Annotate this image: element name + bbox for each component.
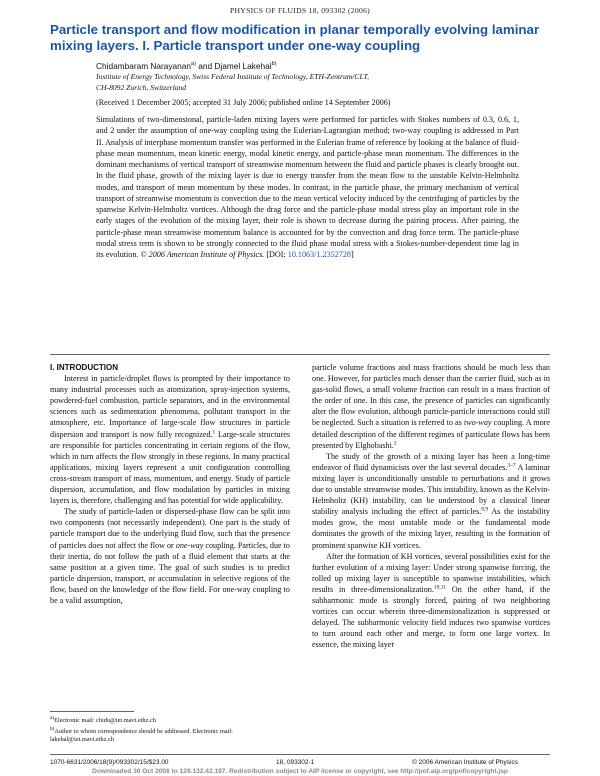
paragraph-text: A laminar mixing layer is unconditionally unstable to perturbations and it grows due to unstable streamwise modes. This instability, known as the Kelvin-Helmholtz (KH) instability, can be understood by a classical linear stability analysis including the effect of particles.	[312, 462, 550, 517]
footnote-mark: b)	[50, 726, 55, 733]
author-conjunction: and	[195, 61, 215, 71]
running-head: PHYSICS OF FLUIDS 18, 093302 (2006)	[229, 6, 371, 15]
emphasis: one-way	[175, 540, 204, 550]
emphasis: two-way	[463, 418, 492, 428]
paragraph-text: After the formation of KH vortices, several possibilities exist for the further evolution of a mixing layer: Under strong spanwise forcing, the rolled up mixing layer is susceptible to spanwise instabilities, which results in three-dimensionalization.	[312, 551, 550, 594]
affiliation	[96, 72, 516, 93]
paragraph-text: coupling. Particles, due to their inertia, do not follow the path of a fluid element that starts at the same position at a given time. The goal of such studies is to predict particle dispersion, transport, or accumulation in selective regions of the flow, based on the knowledge of the flow field. For one-way coupling to be a valid assumption,	[50, 540, 290, 605]
footnote	[50, 714, 290, 725]
section-heading: I. INTRODUCTION	[50, 363, 118, 372]
footnote-text: Electronic mail: chidu@iet.mavt.ethz.ch	[54, 717, 156, 725]
author-name: Djamel Lakehal	[214, 61, 272, 71]
left-column	[50, 362, 290, 606]
right-column	[312, 362, 550, 650]
section-divider	[50, 354, 550, 355]
footnotes	[50, 714, 290, 744]
paper-title: Particle transport and flow modification in planar temporally evolving laminar mixing layers. I. Particle transport under one-way coupling	[50, 22, 540, 53]
doi-suffix: ]	[350, 250, 354, 259]
download-notice: Downloaded 30 Oct 2006 to 129.132.42.197. Redistribution subject to AIP license or copyright, see http://pof.aip.org/pof/copyright.jsp	[92, 768, 508, 775]
paragraph	[312, 362, 550, 451]
footnote-mark: b)	[271, 61, 277, 68]
footnote	[50, 725, 290, 744]
author-name: Chidambaram Narayanan	[96, 61, 192, 71]
paragraph-text: coupling. A more detailed description of the different regimes of particulate flows has been presented by Elghobashi.	[312, 418, 550, 450]
author-list	[96, 61, 276, 71]
citation[interactable]: 8,9	[481, 506, 489, 513]
paragraph	[50, 506, 290, 606]
abstract-copyright: © 2006 American Institute of Physics.	[138, 250, 265, 259]
footnote-mark: a)	[50, 715, 55, 721]
citation[interactable]: 3–7	[507, 462, 516, 469]
doi-link[interactable]: 10.1063/1.2352728	[287, 250, 351, 259]
paragraph	[312, 451, 550, 551]
paragraph-text: Large-scale structures are responsible for particles concentrating in certain regions of the flow, which in turn affects the flow strongly in these regions. In many practical applications, mixing layers represent a unit configuration controlling cross-stream transport of mass, momentum, and energy. Study of particle dispersion, accumulation, and flow modulation by particles in mixing layers is, therefore, challenging and has potential for wide applicability.	[50, 429, 290, 506]
paragraph-text: The study of the growth of a mixing layer has been a long-time endeavor of fluid dynamicists over the last several decades.	[312, 451, 550, 472]
abstract	[96, 114, 519, 260]
paragraph	[312, 551, 550, 651]
citation[interactable]: 1	[212, 428, 216, 435]
abstract-text: Simulations of two-dimensional, particle-laden mixing layers were performed for particles with Stokes numbers of 0.3, 0.6, 1, and 2 under the assumption of one-way coupling using the Eulerian-Lagrangian method; two-way coupling is addressed in Part II. Analysis of interphase momentum transfer was performed in the Eulerian frame of reference by looking at the balance of fluid-phase mean momentum, mean kinetic energy, modal kinetic energy, and particle-phase mean momentum. The differences in the dominant mechanisms of vertical transport of streamwise momentum between the fluid and particle phases is clearly brought out. In the fluid phase, growth of the mixing layer is due to energy transfer from the mean flow to the unstable Kelvin-Helmholtz modes, and transport of mean momentum by these modes. In contrast, in the particle phase, the primary mechanism of vertical transport of streamwise momentum is convection due to the mean vertical velocity induced by the centrifuging of particles by the spanwise Kelvin-Helmholtz vortices. Although the drag force and the particle-phase modal stress play an important role in the early stages of the evolution of the mixing layer, their role is shown to decrease during the pairing process. After pairing, the particle-phase mean streamwise momentum balance is accounted for by the convection and drag force term. The particle-phase modal stress term is shown to be strongly connected to the fluid phase modal stress with a Stokes-number-dependent time lag in its evolution.	[96, 115, 519, 259]
citation[interactable]: 2	[393, 439, 397, 446]
doi-prefix: [DOI:	[264, 250, 288, 259]
paragraph-text: The study of particle-laden or dispersed-phase flow can be split into two components (not necessarily independent). One part is the study of particle transport due to the underlying fluid flow, such that the presence of particles does not affect the flow or	[50, 507, 290, 550]
footnote-text: Author to whom correspondence should be addressed. Electronic mail: lakehal@iet.mavt.ethz.ch	[50, 728, 233, 744]
affiliation-line: Institute of Energy Technology, Swiss Federal Institute of Technology, ETH-Zentrum/CLT,	[96, 72, 370, 81]
footer-issn: 1070-6631/2006/18(9)/093302/15/$23.00	[50, 759, 169, 766]
paragraph-text: As the instability modes grow, the most unstable mode or the fundamental mode dominates the growth of the mixing layer, resulting in the formation of prominent spanwise KH vortices.	[312, 507, 550, 550]
footnote-rule	[50, 711, 134, 712]
paragraph-text: On the other hand, if the subharmonic mode is strongly forced, pairing of two neighboring vortices can occur wherein three-dimensionalization is suppressed or delayed. The subharmonic velocity field induces two spanwise vortices to turn around each other and merge, to form one large vortex. In essence, the mixing layer	[312, 584, 550, 650]
footnote-mark: a)	[191, 61, 196, 68]
paragraph	[50, 373, 290, 506]
footer-divider	[50, 754, 550, 755]
citation[interactable]: 10,11	[433, 584, 447, 591]
footer-page-number: 18, 093302-1	[276, 759, 315, 766]
affiliation-line: CH-8092 Zurich, Switzerland	[96, 82, 187, 92]
footer-copyright: © 2006 American Institute of Physics	[412, 759, 518, 766]
received-dates: (Received 1 December 2005; accepted 31 July 2006; published online 14 September 2006)	[96, 98, 391, 107]
paragraph-text: particle volume fractions and mass fractions should be much less than one. However, for particles much denser than the carrier fluid, such as in gas-solid flows, a small volume fraction can result in a mass fraction of the order of one. In this case, the presence of particles can significantly alter the flow evolution, although particle-particle interactions could still be neglected. Such a situation is referred to as	[312, 363, 550, 428]
paragraph-text: Interest in particle/droplet flows is prompted by their importance to many industrial processes such as atomization, spray-injection systems, powdered-fuel combustion, particle separators, and in the environmental sciences such as sedimentation phenomena, pollutant transport in the atmosphere, etc. Importance of large-scale flow structures in particle dispersion and transport is now fully recognized.	[50, 374, 290, 439]
